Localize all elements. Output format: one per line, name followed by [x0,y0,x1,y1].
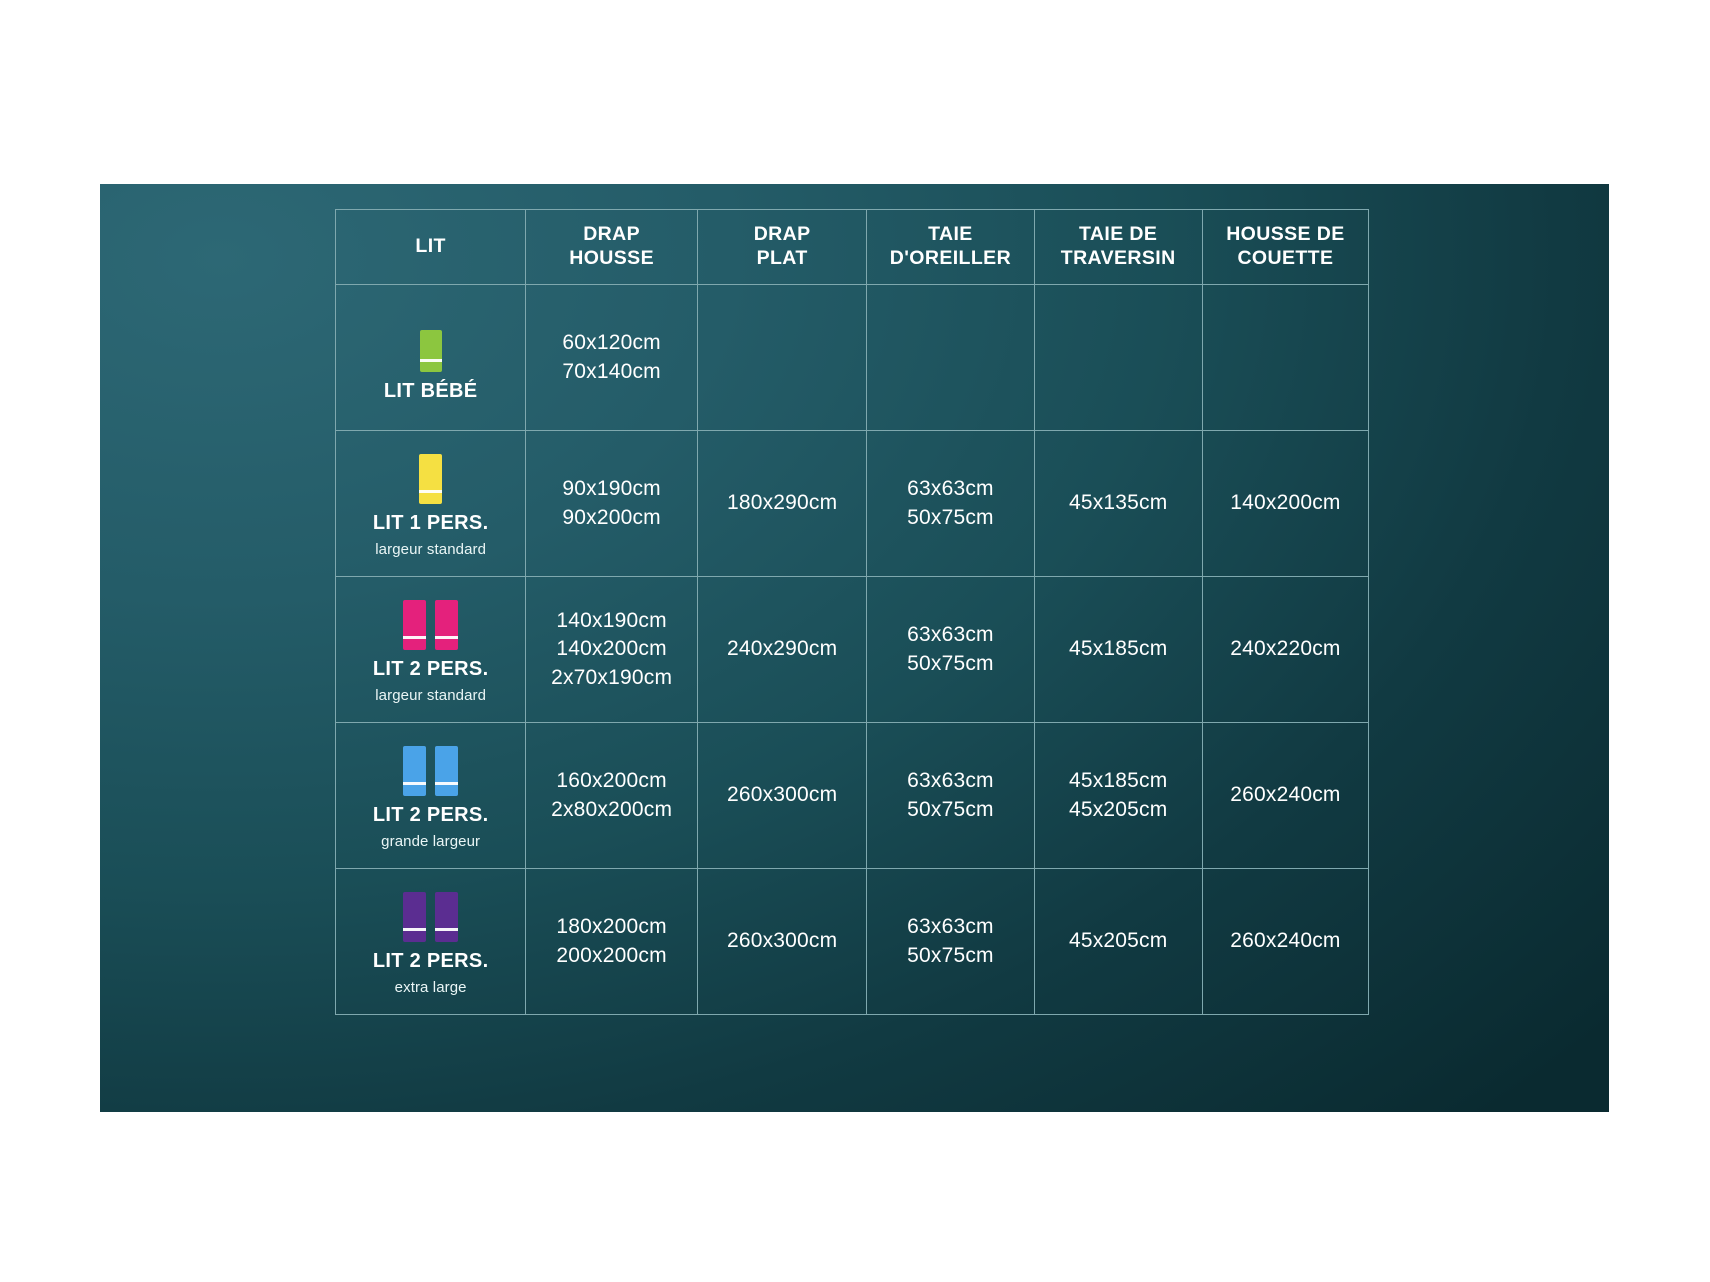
flat-sheet-size-cell [697,577,866,723]
size-value: 45x185cm [1068,637,1168,661]
fitted-sheet-size-cell [526,869,698,1015]
duvet-cover-size-cell [1202,431,1368,577]
bed-type-cell [336,723,526,869]
mattress-icon [419,454,442,504]
size-value: 180x290cm [726,491,838,515]
bed-type-label: LIT 1 PERS. [372,512,489,535]
column-header-lit [336,210,526,285]
flat-sheet-size-cell [697,723,866,869]
size-value: 180x200cm [556,915,667,939]
column-header-taie-traversin-line-1: TAIE DE [1079,223,1158,246]
mattress-sheet-line-icon [435,636,458,639]
size-value: 50x75cm [907,797,994,821]
fitted-sheet-size-cell [526,285,698,431]
bed-icon [403,738,458,796]
size-value: 70x140cm [562,359,661,383]
bolster-case-size-cell [1034,577,1202,723]
size-value: 140x200cm [1230,491,1341,515]
mattress-sheet-line-icon [403,636,426,639]
bed-icon [403,592,458,650]
size-value: 60x120cm [562,331,661,355]
bed-type-cell [336,869,526,1015]
column-header-drap-plat-line-1: DRAP [753,223,811,246]
table-row [336,723,1369,869]
bed-icon [420,314,442,372]
size-value: 140x200cm [556,637,667,661]
column-header-drap-plat-line-2: PLAT [756,247,808,269]
size-value: 260x240cm [1230,783,1341,807]
size-value: 260x300cm [726,783,838,807]
size-value: 45x205cm [1068,797,1168,821]
size-value: 200x200cm [556,943,667,967]
duvet-cover-size-cell [1202,285,1368,431]
column-header-taie-traversin [1034,210,1202,285]
table-row [336,577,1369,723]
fitted-sheet-size-cell [526,431,698,577]
bed-type-sublabel: grande largeur [381,833,481,851]
size-value: 2x80x200cm [551,797,673,821]
mattress-icon [435,600,458,650]
size-value: 63x63cm [907,915,994,939]
table-row [336,869,1369,1015]
pillowcase-size-cell [867,431,1034,577]
column-header-housse-couette-line-1: HOUSSE DE [1226,223,1345,246]
mattress-sheet-line-icon [435,928,458,931]
mattress-icon [435,746,458,796]
bed-type-sublabel: extra large [394,979,467,997]
size-value: 45x135cm [1068,491,1168,515]
duvet-cover-size-cell [1202,577,1368,723]
flat-sheet-size-cell [697,869,866,1015]
table-header-row [336,210,1369,285]
mattress-sheet-line-icon [403,782,426,785]
column-header-housse-couette [1202,210,1368,285]
table-header [336,210,1369,285]
mattress-sheet-line-icon [403,928,426,931]
size-value: 45x205cm [1068,929,1168,953]
bed-type-label: LIT 2 PERS. [372,804,489,827]
size-value: 90x200cm [562,505,661,529]
mattress-sheet-line-icon [419,490,442,493]
fitted-sheet-size-cell [526,723,698,869]
size-value: 45x185cm [1068,769,1168,793]
bed-type-sublabel: largeur standard [375,541,487,559]
bed-icon [403,884,458,942]
bed-type-cell [336,285,526,431]
table-row [336,285,1369,431]
size-value: 63x63cm [907,623,994,647]
bed-type-label: LIT 2 PERS. [372,658,489,681]
size-value: 240x220cm [1230,637,1341,661]
mattress-icon [403,746,426,796]
mattress-icon [420,330,442,372]
bed-linen-size-poster [100,184,1609,1112]
column-header-drap-housse [526,210,698,285]
size-value: 50x75cm [907,943,994,967]
bolster-case-size-cell [1034,285,1202,431]
bolster-case-size-cell [1034,869,1202,1015]
column-header-drap-plat [697,210,866,285]
duvet-cover-size-cell [1202,723,1368,869]
bed-type-label: LIT BÉBÉ [383,379,478,402]
column-header-lit-line-1: LIT [415,235,446,258]
bed-type-cell [336,431,526,577]
mattress-sheet-line-icon [420,359,442,362]
column-header-taie-oreiller [867,210,1034,285]
size-value: 63x63cm [907,769,994,793]
mattress-icon [403,600,426,650]
size-value: 260x240cm [1230,929,1341,953]
bed-size-table [335,209,1369,1015]
bolster-case-size-cell [1034,723,1202,869]
size-value: 140x190cm [556,608,667,632]
column-header-taie-oreiller-line-2: D'OREILLER [889,247,1012,269]
duvet-cover-size-cell [1202,869,1368,1015]
size-value: 160x200cm [556,769,667,793]
size-value: 260x300cm [726,929,838,953]
pillowcase-size-cell [867,285,1034,431]
table-body [336,285,1369,1015]
bolster-case-size-cell [1034,431,1202,577]
column-header-taie-oreiller-line-1: TAIE [928,223,973,246]
size-value: 90x190cm [562,477,661,501]
size-value: 50x75cm [907,651,994,675]
pillowcase-size-cell [867,577,1034,723]
column-header-housse-couette-line-2: COUETTE [1237,247,1334,269]
size-value: 63x63cm [907,477,994,501]
pillowcase-size-cell [867,723,1034,869]
flat-sheet-size-cell [697,285,866,431]
flat-sheet-size-cell [697,431,866,577]
size-value: 2x70x190cm [551,665,673,689]
mattress-icon [435,892,458,942]
bed-type-sublabel: largeur standard [375,687,487,705]
bed-type-cell [336,577,526,723]
column-header-taie-traversin-line-2: TRAVERSIN [1060,247,1176,269]
size-value: 50x75cm [907,505,994,529]
bed-type-label: LIT 2 PERS. [372,950,489,973]
bed-icon [419,446,442,504]
table-row [336,431,1369,577]
fitted-sheet-size-cell [526,577,698,723]
column-header-drap-housse-line-1: DRAP [583,223,641,246]
mattress-sheet-line-icon [435,782,458,785]
size-value: 240x290cm [726,637,838,661]
pillowcase-size-cell [867,869,1034,1015]
mattress-icon [403,892,426,942]
column-header-drap-housse-line-2: HOUSSE [569,247,654,269]
